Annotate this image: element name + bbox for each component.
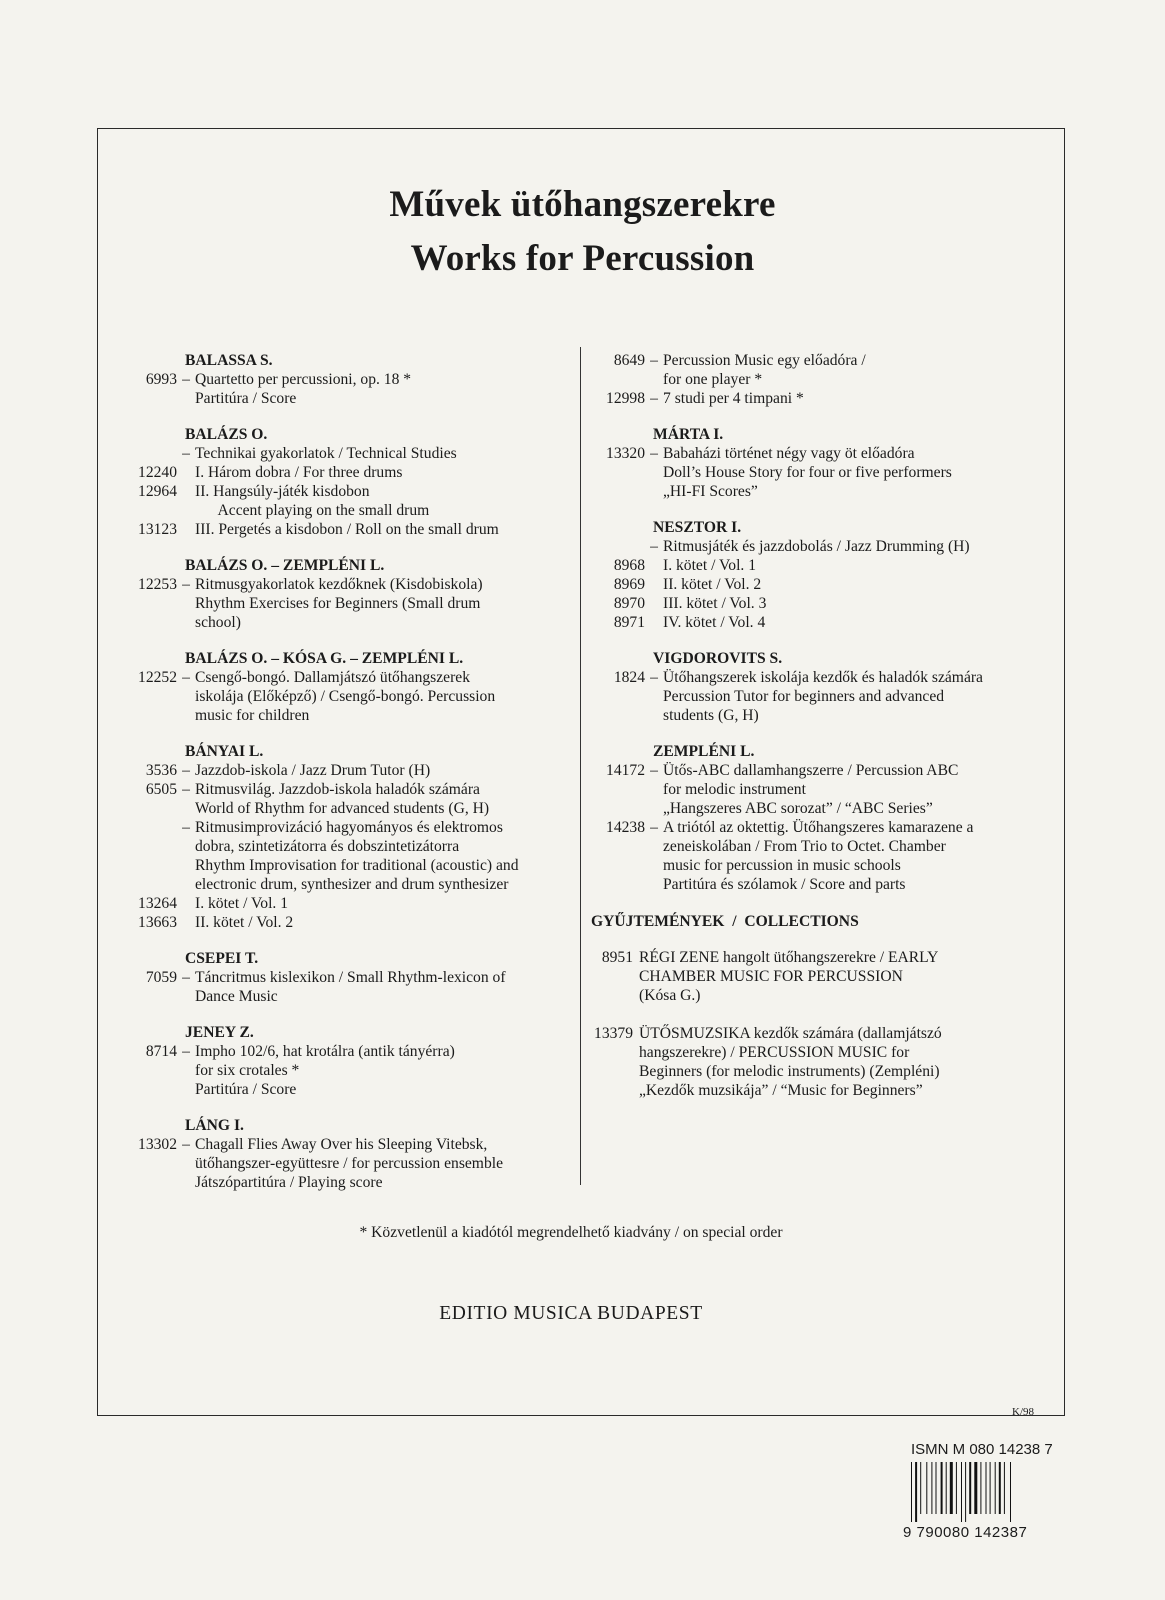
entry-line: iskolája (Előképző) / Csengő-bongó. Percussion [195,688,496,705]
entry-line: for one player * [663,371,763,388]
composer-name: BALÁZS O. – KÓSA G. – ZEMPLÉNI L. [185,650,464,667]
barcode-number: 9 790080 142387 [903,1524,1028,1541]
entry-line: electronic drum, synthesizer and drum synthesizer [195,876,509,893]
entry-text [663,389,804,408]
catalog-code: K/98 [1012,1406,1034,1418]
title-english: Works for Percussion [410,238,755,279]
composer-group [120,351,570,408]
entry-text [195,370,411,408]
catalog-number: 8951 [601,949,633,966]
barcode-bar [936,1462,937,1514]
entry-line: I. Három dobra / For three drums [195,464,403,481]
catalog-number [120,818,177,894]
barcode-bar [961,1462,962,1522]
collection-item [588,948,1028,1005]
entry-text [663,556,756,575]
barcode-bar [915,1462,917,1522]
entry-dash: – [182,819,190,836]
entry-dash [645,594,663,613]
catalog-entry [588,613,1028,632]
entry-line: Babaházi történet négy vagy öt előadóra [663,445,915,462]
entry-line: students (G, H) [663,707,759,724]
composer-name: BALÁZS O. [185,426,268,443]
composer-group [588,742,1028,894]
barcode-bar [986,1462,987,1514]
collection-item [588,1024,1028,1100]
publisher-name: EDITIO MUSICA BUDAPEST [439,1303,703,1324]
entry-dash [645,613,663,632]
entry-dash: – [650,352,658,369]
catalog-entry [120,761,570,780]
left-column [120,351,570,1209]
collections-heading: GYŰJTEMÉNYEK / COLLECTIONS [591,913,859,930]
entry-line: I. kötet / Vol. 1 [195,895,288,912]
entry-line: Jazzdob-iskola / Jazz Drum Tutor (H) [195,762,431,779]
catalog-number: 8971 [613,614,645,631]
entry-dash: – [182,1136,190,1153]
catalog-entry [588,389,1028,408]
entry-line: „Hangszeres ABC sorozat” / “ABC Series” [663,800,933,817]
composer-name: CSEPEI T. [185,950,259,967]
entry-line: Technikai gyakorlatok / Technical Studies [195,445,457,462]
entry-line: music for children [195,707,310,724]
catalog-number: 14238 [606,819,645,836]
entry-line: Ritmusgyakorlatok kezdőknek (Kisdobiskola) [195,576,483,593]
catalog-entry [120,913,570,932]
entry-line: Percussion Tutor for beginners and advanced [663,688,945,705]
catalog-number: 6505 [145,781,177,798]
entry-dash: – [182,576,190,593]
entry-line: school) [195,614,241,631]
entry-text [195,1042,455,1099]
catalog-number: 13663 [138,914,177,931]
barcode-bar [974,1462,977,1514]
footnote: * Közvetlenül a kiadótól megrendelhető kiadvány / on special order [359,1224,783,1241]
catalog-entry [588,668,1028,725]
composer-name: MÁRTA I. [653,426,724,443]
page-title [0,178,1165,286]
entry-text [663,613,765,632]
catalog-entry [120,968,570,1006]
barcode-bar [946,1462,947,1514]
entry-line: Csengő-bongó. Dallamjátszó ütőhangszerek [195,669,470,686]
entry-line: II. kötet / Vol. 2 [663,576,762,593]
catalog-entry [120,818,570,894]
entry-text [195,1135,503,1192]
entry-line: Beginners (for melodic instruments) (Zempléni) [639,1063,940,1080]
catalog-number: 12998 [606,390,645,407]
composer-group [588,518,1028,632]
catalog-number: 8968 [613,557,645,574]
catalog-number: 12964 [138,483,177,500]
barcode-icon [910,1462,1044,1522]
barcode-bar [969,1462,971,1514]
entry-line: zeneiskolában / From Trio to Octet. Chamber [663,838,946,855]
catalog-entry [120,370,570,408]
entry-dash: – [182,1043,190,1060]
catalog-number: 13302 [138,1136,177,1153]
entry-dash [645,556,663,575]
entry-text [195,968,506,1006]
catalog-number [120,444,177,463]
composer-group [588,425,1028,501]
entry-text [195,913,293,932]
catalog-entry [588,575,1028,594]
entry-line: Ritmusimprovizáció hagyományos és elektromos [195,819,503,836]
collection-entry [588,948,1028,1005]
entry-line: Quartetto per percussioni, op. 18 * [195,371,412,388]
entry-line: II. kötet / Vol. 2 [195,914,294,931]
catalog-entry [120,463,570,482]
barcode-bar [980,1462,981,1514]
catalog-number: 12240 [138,464,177,481]
composer-group [120,1116,570,1192]
catalog-entry [120,1042,570,1099]
entry-line: ÜTŐSMUZSIKA kezdők számára (dallamjátszó [639,1025,942,1042]
entry-line: Chagall Flies Away Over his Sleeping Vitebsk, [195,1136,488,1153]
entry-line: Rhythm Improvisation for traditional (acoustic) and [195,857,519,874]
entry-dash [177,482,195,520]
entry-dash [177,463,195,482]
entry-dash [177,894,195,913]
barcode-bar [911,1462,912,1522]
entry-line: III. kötet / Vol. 3 [663,595,767,612]
entry-line: A triótól az oktettig. Ütőhangszeres kamarazene a [663,819,974,836]
catalog-number: 3536 [145,762,177,779]
entry-text [663,351,866,389]
entry-dash: – [650,538,658,555]
barcode-bar [950,1462,953,1514]
catalog-number: 13379 [594,1025,633,1042]
entry-line: Impho 102/6, hat krotálra (antik tányérra) [195,1043,455,1060]
composer-name: NESZTOR I. [653,519,742,536]
entry-text [195,482,429,520]
catalog-entry [588,351,1028,389]
entry-dash: – [182,445,190,462]
entry-line: for melodic instrument [663,781,806,798]
right-column [588,351,1028,1119]
entry-text [195,894,288,913]
entry-dash: – [182,371,190,388]
entry-line: RÉGI ZENE hangolt ütőhangszerekre / EARLY [639,949,939,966]
catalog-number [588,537,645,556]
composer-name: BALÁZS O. – ZEMPLÉNI L. [185,557,385,574]
entry-dash [177,520,195,539]
composer-group [120,742,570,932]
entry-line: CHAMBER MUSIC FOR PERCUSSION [639,968,903,985]
entry-text [663,594,766,613]
composer-group [120,556,570,632]
composer-group [588,351,1028,408]
entry-line: (Kósa G.) [639,987,701,1004]
entry-line: dobra, szintetizátorra és dobszintetizátorra [195,838,460,855]
entry-line: II. Hangsúly-játék kisdobon [195,483,370,500]
entry-line: Játszópartitúra / Playing score [195,1174,383,1191]
catalog-entry [120,482,570,520]
catalog-entry [588,537,1028,556]
catalog-entry [588,818,1028,894]
entry-dash: – [650,762,658,779]
composer-group [120,949,570,1006]
catalog-entry [120,780,570,818]
entry-line: Rhythm Exercises for Beginners (Small drum [195,595,481,612]
entry-text [663,575,761,594]
entry-text [195,444,457,463]
barcode-bar [1004,1462,1005,1514]
catalog-entry [588,444,1028,501]
entry-line: Ütőhangszerek iskolája kezdők és haladók számára [663,669,983,686]
entry-text [663,818,973,894]
entry-line: ütőhangszer-együttesre / for percussion ensemble [195,1155,503,1172]
catalog-number: 8970 [613,595,645,612]
composer-group [120,649,570,725]
entry-line: Ütős-ABC dallamhangszerre / Percussion ABC [663,762,959,779]
catalog-number: 14172 [606,762,645,779]
entry-line: music for percussion in music schools [663,857,901,874]
catalog-entry [120,894,570,913]
entry-text [195,668,495,725]
entry-dash [645,575,663,594]
catalog-number: 13264 [138,895,177,912]
entry-text [663,537,970,556]
barcode-bar [941,1462,943,1514]
entry-line: IV. kötet / Vol. 4 [663,614,766,631]
column-divider [580,347,581,1185]
catalog-entry [120,444,570,463]
composer-group [120,1023,570,1099]
entry-line: „HI-FI Scores” [663,483,758,500]
catalog-number: 12253 [138,576,177,593]
ismn-label: ISMN M 080 14238 7 [911,1441,1053,1458]
entry-line: hangszerekre) / PERCUSSION MUSIC for [639,1044,910,1061]
entry-text [195,520,499,539]
composer-group [120,425,570,539]
catalog-number: 8969 [613,576,645,593]
catalog-number: 8649 [613,352,645,369]
entry-text [663,668,983,725]
catalog-number: 8714 [145,1043,177,1060]
entry-text [663,444,952,501]
entry-line: Accent playing on the small drum [195,502,430,519]
catalog-number: 12252 [138,669,177,686]
entry-line: I. kötet / Vol. 1 [663,557,756,574]
entry-dash [177,913,195,932]
entry-text [195,463,402,482]
entry-dash: – [650,390,658,407]
catalog-entry [120,668,570,725]
composer-name: VIGDOROVITS S. [653,650,783,667]
catalog-entry [588,761,1028,818]
title-hungarian: Művek ütőhangszerekre [389,184,776,225]
barcode-bar [920,1462,921,1514]
barcode-bar [999,1462,1001,1514]
entry-line: Ritmusvilág. Jazzdob-iskola haladók számára [195,781,480,798]
entry-text [195,818,519,894]
composer-name: JENEY Z. [185,1024,254,1041]
barcode-bar [965,1462,966,1522]
entry-line: Ritmusjáték és jazzdobolás / Jazz Drumming (H) [663,538,970,555]
entry-dash: – [650,669,658,686]
entry-text [195,761,430,780]
barcode-bar [926,1462,927,1514]
entry-dash: – [182,781,190,798]
composer-name: BALASSA S. [185,352,273,369]
catalog-number: 1824 [613,669,645,686]
entry-dash: – [182,762,190,779]
entry-text [195,780,489,818]
entry-line: III. Pergetés a kisdobon / Roll on the small drum [195,521,499,538]
entry-text [195,575,483,632]
entry-dash: – [182,969,190,986]
entry-line: „Kezdők muzsikája” / “Music for Beginners” [639,1082,923,1099]
entry-line: for six crotales * [195,1062,300,1079]
catalog-entry [120,575,570,632]
entry-line: Percussion Music egy előadóra / [663,352,866,369]
barcode-bar [990,1462,991,1514]
barcode-bar [995,1462,996,1514]
collection-entry [588,1024,1028,1100]
entry-line: Partitúra / Score [195,1081,297,1098]
barcode-bar [956,1462,957,1514]
composer-name: ZEMPLÉNI L. [653,743,755,760]
catalog-entry [120,1135,570,1192]
entry-line: Táncritmus kislexikon / Small Rhythm-lexicon of [195,969,506,986]
entry-line: Partitúra és szólamok / Score and parts [663,876,906,893]
catalog-entry [120,520,570,539]
composer-name: BÁNYAI L. [185,743,264,760]
catalog-number: 7059 [145,969,177,986]
entry-text [663,761,958,818]
catalog-entry [588,594,1028,613]
entry-line: 7 studi per 4 timpani * [663,390,804,407]
barcode-bar [1010,1462,1011,1522]
catalog-entry [588,556,1028,575]
catalog-number: 13320 [606,445,645,462]
entry-line: Doll’s House Story for four or five performers [663,464,952,481]
entry-text [639,1024,942,1100]
entry-line: Partitúra / Score [195,390,297,407]
entry-dash: – [650,819,658,836]
composer-group [588,649,1028,725]
entry-line: Dance Music [195,988,278,1005]
entry-dash: – [182,669,190,686]
composer-name: LÁNG I. [185,1117,244,1134]
barcode-bar [931,1462,932,1514]
catalog-number: 6993 [145,371,177,388]
catalog-number: 13123 [138,521,177,538]
entry-text [639,948,938,1005]
entry-dash: – [650,445,658,462]
entry-line: World of Rhythm for advanced students (G, H) [195,800,490,817]
